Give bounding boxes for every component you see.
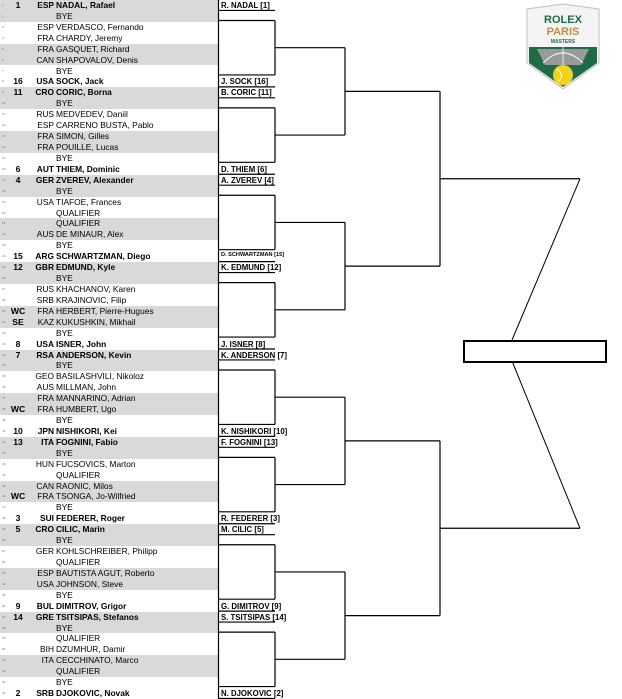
draw-row [0, 448, 218, 459]
seed: 3 [15, 513, 21, 524]
country-code: FRA [37, 141, 54, 152]
draw-row [0, 481, 218, 492]
draw-row [0, 677, 218, 688]
line-number: 42 [2, 450, 6, 455]
seed: 15 [13, 251, 23, 262]
country-code: GEO [35, 371, 54, 382]
player-name: QUALIFIER [56, 218, 101, 229]
player-name: BYE [56, 240, 73, 251]
line-number: 49 [2, 527, 6, 532]
player-name: BYE [56, 10, 73, 21]
line-number: 63 [2, 680, 6, 685]
line-number: 61 [2, 658, 6, 663]
round2-player: D. THIEM [6] [221, 164, 267, 174]
line-number: 12 [2, 123, 6, 128]
draw-row [0, 273, 218, 284]
draw-row [0, 546, 218, 557]
country-code: CAN [36, 480, 54, 491]
draw-row [0, 218, 218, 229]
country-code: SUI [40, 513, 54, 524]
draw-row [0, 601, 218, 612]
draw-row [0, 33, 218, 44]
country-code: FRA [37, 32, 54, 43]
line-number: 28 [2, 297, 6, 302]
seed: 7 [15, 349, 21, 360]
draw-row [0, 175, 218, 186]
player-name: FUCSOVICS, Marton [56, 458, 136, 469]
round2-player: K. NISHIKORI [10] [221, 426, 288, 436]
country-code: GER [35, 546, 54, 557]
round2-player: K. ANDERSON [7] [221, 350, 287, 360]
line-number: 50 [2, 538, 6, 543]
draw-row [0, 208, 218, 219]
line-number: 18 [2, 188, 6, 193]
round2-player: D. SCHWARTZMAN [15] [221, 252, 285, 259]
player-name: QUALIFIER [56, 633, 101, 644]
player-name: SOCK, Jack [56, 76, 104, 87]
draw-row [0, 109, 218, 120]
seed: WC [10, 404, 26, 415]
round2-player: J. SOCK [16] [221, 77, 269, 87]
player-name: DIMITROV, Grigor [56, 600, 127, 611]
player-name: NADAL, Rafael [56, 0, 116, 10]
draw-row [0, 262, 218, 273]
draw-row [0, 644, 218, 655]
line-number: 57 [2, 614, 6, 619]
player-name: KRAJINOVIC, Filip [56, 294, 127, 305]
line-number: 24 [2, 254, 6, 259]
country-code: AUS [36, 382, 54, 393]
draw-row [0, 142, 218, 153]
draw-row [0, 131, 218, 142]
player-name: BYE [56, 677, 73, 688]
player-name: QUALIFIER [56, 207, 101, 218]
round2-player: F. FOGNINI [13] [221, 437, 278, 447]
seed: 2 [15, 688, 21, 699]
line-number: 58 [2, 625, 6, 630]
draw-row [0, 66, 218, 77]
line-number: 27 [2, 286, 6, 291]
draw-row [0, 415, 218, 426]
draw-row [0, 350, 218, 361]
line-number: 43 [2, 461, 6, 466]
draw-row [0, 87, 218, 98]
line-number: 53 [2, 570, 6, 575]
draw-row [0, 502, 218, 513]
line-number: 19 [2, 199, 6, 204]
line-number: 29 [2, 308, 6, 313]
line-number: 51 [2, 549, 6, 554]
player-name: KHACHANOV, Karen [56, 283, 136, 294]
draw-row [0, 513, 218, 524]
player-name: BYE [56, 327, 73, 338]
round2-player: R. NADAL [1] [221, 1, 270, 10]
draw-row [0, 623, 218, 634]
draw-row [0, 393, 218, 404]
country-code: RUS [36, 283, 54, 294]
country-code: CRO [35, 87, 54, 98]
line-number: 46 [2, 494, 6, 499]
seed: 9 [15, 600, 21, 611]
seed: 11 [13, 87, 23, 98]
player-name: NISHIKORI, Kei [56, 425, 117, 436]
country-code: USA [36, 196, 54, 207]
player-name: SCHWARTZMAN, Diego [56, 251, 151, 262]
player-name: TIAFOE, Frances [56, 196, 122, 207]
country-code: USA [36, 578, 54, 589]
draw-row [0, 153, 218, 164]
draw-row [0, 655, 218, 666]
line-number: 36 [2, 385, 6, 390]
line-number: 6 [2, 57, 4, 62]
draw-row [0, 437, 218, 448]
round2-player: M. CILIC [5] [221, 525, 264, 535]
seed: 12 [13, 262, 23, 273]
line-number: 13 [2, 134, 6, 139]
player-name: BYE [56, 622, 73, 633]
line-number: 47 [2, 505, 6, 510]
draw-row [0, 382, 218, 393]
draw-row [0, 328, 218, 339]
player-name: TSONGA, Jo-Wilfried [56, 491, 136, 502]
draw-row [0, 470, 218, 481]
line-number: 1 [2, 3, 4, 7]
draw-row [0, 568, 218, 579]
player-name: HUMBERT, Ugo [56, 404, 117, 415]
country-code: FRA [37, 43, 54, 54]
country-code: ESP [37, 0, 54, 10]
player-name: BASILASHVILI, Nikoloz [56, 371, 144, 382]
draw-row [0, 426, 218, 437]
player-name: MEDVEDEV, Daniil [56, 109, 128, 120]
player-name: BYE [56, 185, 73, 196]
seed: 6 [15, 163, 21, 174]
round2-player: G. DIMITROV [9] [221, 601, 282, 611]
seed: WC [10, 305, 26, 316]
line-number: 11 [2, 112, 6, 117]
player-name: TSITSIPAS, Stefanos [56, 611, 139, 622]
draw-row [0, 186, 218, 197]
line-number: 9 [2, 90, 4, 95]
country-code: ESP [37, 120, 54, 131]
player-name: VERDASCO, Fernando [56, 21, 144, 32]
country-code: USA [36, 338, 54, 349]
draw-row [0, 317, 218, 328]
country-code: RUS [36, 109, 54, 120]
draw-row [0, 284, 218, 295]
country-code: USA [36, 76, 54, 87]
player-name: BYE [56, 502, 73, 513]
player-name: SIMON, Gilles [56, 131, 110, 142]
line-number: 37 [2, 396, 6, 401]
country-code: BIH [40, 644, 54, 655]
draw-row [0, 98, 218, 109]
player-name: CILIC, Marin [56, 524, 105, 535]
country-code: GER [35, 174, 54, 185]
line-number: 26 [2, 276, 6, 281]
country-code: FRA [37, 305, 54, 316]
player-name: QUALIFIER [56, 557, 101, 568]
line-number: 62 [2, 669, 6, 674]
country-code: ITA [41, 436, 54, 447]
line-number: 32 [2, 341, 6, 346]
player-name: ISNER, John [56, 338, 107, 349]
line-number: 14 [2, 144, 6, 149]
draw-row [0, 360, 218, 371]
country-code: KAZ [37, 316, 54, 327]
country-code: FRA [37, 131, 54, 142]
line-number: 45 [2, 483, 6, 488]
country-code: JPN [37, 425, 54, 436]
country-code: FRA [37, 491, 54, 502]
player-name: MILLMAN, John [56, 382, 117, 393]
line-number: 60 [2, 647, 6, 652]
draw-row [0, 666, 218, 677]
player-name: SHAPOVALOV, Denis [56, 54, 138, 65]
draw-row [0, 295, 218, 306]
line-number: 44 [2, 472, 6, 477]
draw-row [0, 579, 218, 590]
line-number: 41 [2, 439, 6, 444]
player-name: DE MINAUR, Alex [56, 229, 124, 240]
seed: 8 [15, 338, 21, 349]
draw-row [0, 633, 218, 644]
line-number: 23 [2, 243, 6, 248]
line-number: 16 [2, 166, 6, 171]
draw-row [0, 524, 218, 535]
player-name: DZUMHUR, Damir [56, 644, 126, 655]
player-name: POUILLE, Lucas [56, 141, 119, 152]
player-name: BYE [56, 360, 73, 371]
player-name: EDMUND, Kyle [56, 262, 116, 273]
seed: 14 [13, 611, 23, 622]
draw-row [0, 404, 218, 415]
seed: 4 [15, 174, 21, 185]
draw-row [0, 459, 218, 470]
country-code: RSA [36, 349, 54, 360]
draw-row [0, 251, 218, 262]
player-name: JOHNSON, Steve [56, 578, 124, 589]
draw-row [0, 22, 218, 33]
country-code: AUT [36, 163, 54, 174]
draw-row [0, 535, 218, 546]
line-number: 34 [2, 363, 6, 368]
line-number: 38 [2, 407, 6, 412]
player-name: KOHLSCHREIBER, Philipp [56, 546, 158, 557]
player-name: CECCHINATO, Marco [56, 655, 139, 666]
player-name: HERBERT, Pierre-Hugues [56, 305, 154, 316]
line-number: 31 [2, 330, 6, 335]
player-name: BYE [56, 447, 73, 458]
player-name: CORIC, Borna [56, 87, 112, 98]
round2-player: B. CORIC [11] [221, 88, 272, 98]
draw-row [0, 590, 218, 601]
country-code: ESP [37, 21, 54, 32]
draw-row [0, 197, 218, 208]
seed: 1 [15, 0, 21, 10]
seed: 5 [15, 524, 21, 535]
line-number: 54 [2, 581, 6, 586]
line-number: 20 [2, 210, 6, 215]
logo-text-masters: MASTERS [550, 39, 576, 45]
seed: 10 [13, 425, 23, 436]
player-name: ZVEREV, Alexander [56, 174, 134, 185]
draw-row [0, 371, 218, 382]
player-name: GASQUET, Richard [56, 43, 130, 54]
line-number: 2 [2, 13, 4, 18]
player-name: BYE [56, 535, 73, 546]
player-name: DJOKOVIC, Novak [56, 688, 130, 699]
country-code: CAN [36, 54, 54, 65]
country-code: FRA [37, 393, 54, 404]
line-number: 15 [2, 155, 6, 160]
round2-player: A. ZVEREV [4] [221, 175, 274, 185]
player-name: QUALIFIER [56, 666, 101, 677]
champion-box [463, 340, 607, 363]
player-name: RAONIC, Milos [56, 480, 113, 491]
round2-player: K. EDMUND [12] [221, 263, 282, 273]
country-code: CRO [35, 524, 54, 535]
rolex-paris-masters-logo [523, 3, 603, 91]
draw-row [0, 11, 218, 22]
draw-row [0, 164, 218, 175]
country-code: SRB [36, 688, 54, 699]
player-name: BYE [56, 98, 73, 109]
line-number: 59 [2, 636, 6, 641]
country-code: FRA [37, 404, 54, 415]
line-number: 52 [2, 560, 6, 565]
line-number: 56 [2, 603, 6, 608]
draw-row [0, 491, 218, 502]
player-name: QUALIFIER [56, 469, 101, 480]
round2-player: J. ISNER [8] [221, 339, 266, 349]
line-number: 17 [2, 177, 6, 182]
round2-player: N. DJOKOVIC [2] [221, 689, 284, 699]
country-code: GRE [35, 611, 54, 622]
line-number: 55 [2, 592, 6, 597]
country-code: GBR [35, 262, 54, 273]
line-number: 48 [2, 516, 6, 521]
seed: 13 [13, 436, 23, 447]
player-name: BYE [56, 589, 73, 600]
round2-player: S. TSITSIPAS [14] [221, 612, 287, 622]
country-code: ITA [41, 655, 54, 666]
draw-row [0, 612, 218, 623]
player-name: BYE [56, 65, 73, 76]
logo-text-paris: PARIS [546, 26, 580, 38]
seed: SE [12, 316, 24, 327]
draw-row [0, 688, 218, 699]
player-name: ANDERSON, Kevin [56, 349, 132, 360]
line-number: 3 [2, 24, 4, 29]
line-number: 25 [2, 265, 6, 270]
player-name: CHARDY, Jeremy [56, 32, 123, 43]
line-number: 39 [2, 418, 6, 423]
player-name: BYE [56, 273, 73, 284]
round2-player: R. FEDERER [3] [221, 514, 280, 524]
line-number: 5 [2, 46, 4, 51]
line-number: 8 [2, 79, 4, 84]
draw-row [0, 557, 218, 568]
draw-row [0, 339, 218, 350]
line-number: 35 [2, 374, 6, 379]
country-code: SRB [36, 294, 54, 305]
player-name: BAUTISTA AGUT, Roberto [56, 567, 155, 578]
line-number: 4 [2, 35, 4, 40]
seed: 16 [13, 76, 23, 87]
line-number: 21 [2, 221, 6, 226]
line-number: 22 [2, 232, 6, 237]
player-name: THIEM, Dominic [56, 163, 120, 174]
player-name: BYE [56, 415, 73, 426]
player-name: FOGNINI, Fabio [56, 436, 118, 447]
player-name: KUKUSHKIN, Mikhail [56, 316, 136, 327]
player-name: CARRENO BUSTA, Pablo [56, 120, 154, 131]
draw-row [0, 44, 218, 55]
line-number: 7 [2, 68, 4, 73]
draw-row [0, 55, 218, 66]
line-number: 10 [2, 101, 6, 106]
draw-row [0, 229, 218, 240]
draw-row [0, 0, 218, 11]
country-code: ESP [37, 567, 54, 578]
line-number: 40 [2, 428, 6, 433]
draw-row [0, 76, 218, 87]
line-number: 64 [2, 691, 6, 696]
country-code: HUN [35, 458, 54, 469]
logo-text-rolex: ROLEX [544, 14, 582, 26]
player-name: MANNARINO, Adrian [56, 393, 136, 404]
seed: WC [10, 491, 26, 502]
draw-row [0, 306, 218, 317]
country-code: ARG [35, 251, 54, 262]
player-name: BYE [56, 152, 73, 163]
draw-row [0, 240, 218, 251]
country-code: AUS [36, 229, 54, 240]
line-number: 33 [2, 352, 6, 357]
player-name: FEDERER, Roger [56, 513, 125, 524]
line-number: 30 [2, 319, 6, 324]
country-code: BUL [36, 600, 54, 611]
draw-row [0, 120, 218, 131]
